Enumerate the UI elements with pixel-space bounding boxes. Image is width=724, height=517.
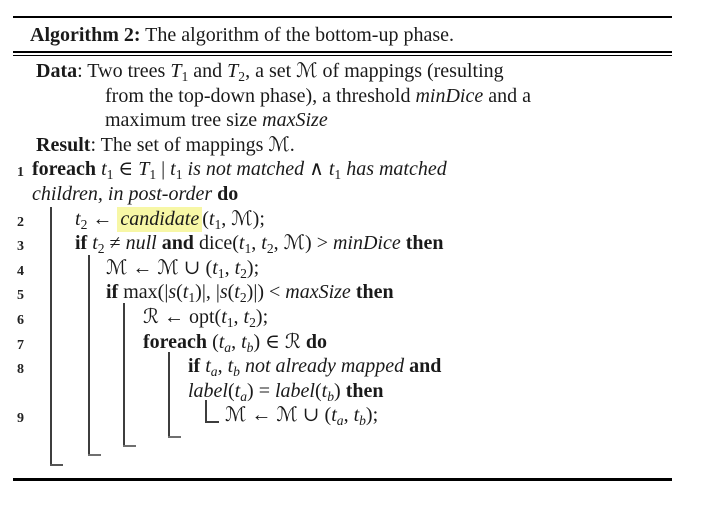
data-line-2-text: from the top-down phase), a threshold minDice and a — [105, 84, 532, 107]
data-line-2 — [0, 85, 724, 109]
caption-rule-lower — [13, 55, 672, 57]
algorithm-caption — [30, 23, 454, 47]
line-number-7: 7 — [17, 337, 24, 353]
bottom-rule — [13, 478, 672, 481]
code-line-4 — [0, 257, 724, 281]
indent-guide-if-3-foot — [88, 454, 101, 456]
code-line-1-cont — [0, 183, 724, 207]
code-line-5-text: if $\max(|s(t_1)|$, $|s(t_2)|$) < maxSize then — [106, 281, 394, 306]
algorithm-caption-number: Algorithm 2: — [30, 24, 141, 46]
code-line-2 — [0, 208, 724, 232]
caption-rule-upper — [13, 51, 672, 53]
code-line-3 — [0, 232, 724, 256]
code-line-6 — [0, 306, 724, 330]
code-line-8-cont-text: $label(t_a)$ = $label(t_b)$ then — [188, 379, 384, 404]
line-number-3: 3 — [17, 239, 24, 255]
line-number-4: 4 — [17, 263, 24, 279]
data-line-3-text: maximum tree size maxSize — [105, 109, 328, 132]
code-line-7 — [0, 331, 724, 355]
highlighted-term: candidate — [117, 207, 202, 232]
code-line-7-text: foreach ($t_a$, $t_b$) ∈ ℛ do — [143, 330, 327, 355]
code-line-9 — [0, 404, 724, 428]
line-number-2: 2 — [17, 214, 24, 230]
top-rule — [13, 16, 672, 18]
algorithm-caption-title: The algorithm of the bottom-up phase. — [140, 24, 455, 46]
code-line-4-text: ℳ ← ℳ ∪ ($t_1$, $t_2$); — [106, 256, 260, 281]
line-number-8: 8 — [17, 362, 24, 378]
code-line-3-text: if $t_2$ ≠ null and $dice(t_1$, $t_2$, ℳ) > minDice then — [75, 232, 444, 257]
code-line-1 — [0, 158, 724, 182]
data-line-1 — [0, 60, 724, 84]
code-line-6-text: ℛ ← $opt(t_1$, $t_2$); — [143, 306, 269, 330]
line-number-9: 9 — [17, 411, 24, 427]
code-line-8 — [0, 355, 724, 379]
indent-guide-if-5-foot — [123, 445, 136, 447]
result-line — [0, 134, 724, 158]
code-line-2-text: $t_2$ ← candidate ($t_1$, ℳ); — [75, 207, 265, 232]
code-line-8-cont — [0, 380, 724, 404]
line-number-1: 1 — [17, 165, 24, 181]
code-line-1-text: foreach $t_1$ ∈ $T_1$ | $t_1$ is not matched ∧ $t_1$ has matched — [32, 158, 447, 183]
indent-guide-foreach-7-foot — [168, 436, 181, 438]
indent-guide-foreach-1-foot — [50, 464, 63, 466]
code-line-8-text: if $t_a$, $t_b$ not already mapped and — [188, 355, 442, 380]
data-line-1-text: Data: Two trees $T_1$ and $T_2$, a set ℳ of mappings (resulting — [36, 60, 504, 84]
code-line-9-text: ℳ ← ℳ ∪ ($t_a$, $t_b$); — [225, 404, 379, 429]
result-line-text: Result: The set of mappings ℳ. — [36, 133, 295, 156]
line-number-6: 6 — [17, 313, 24, 328]
data-line-3 — [0, 109, 724, 133]
code-line-1-cont-text: children, in post-order do — [32, 183, 239, 205]
code-line-5 — [0, 281, 724, 305]
line-number-5: 5 — [17, 288, 24, 304]
